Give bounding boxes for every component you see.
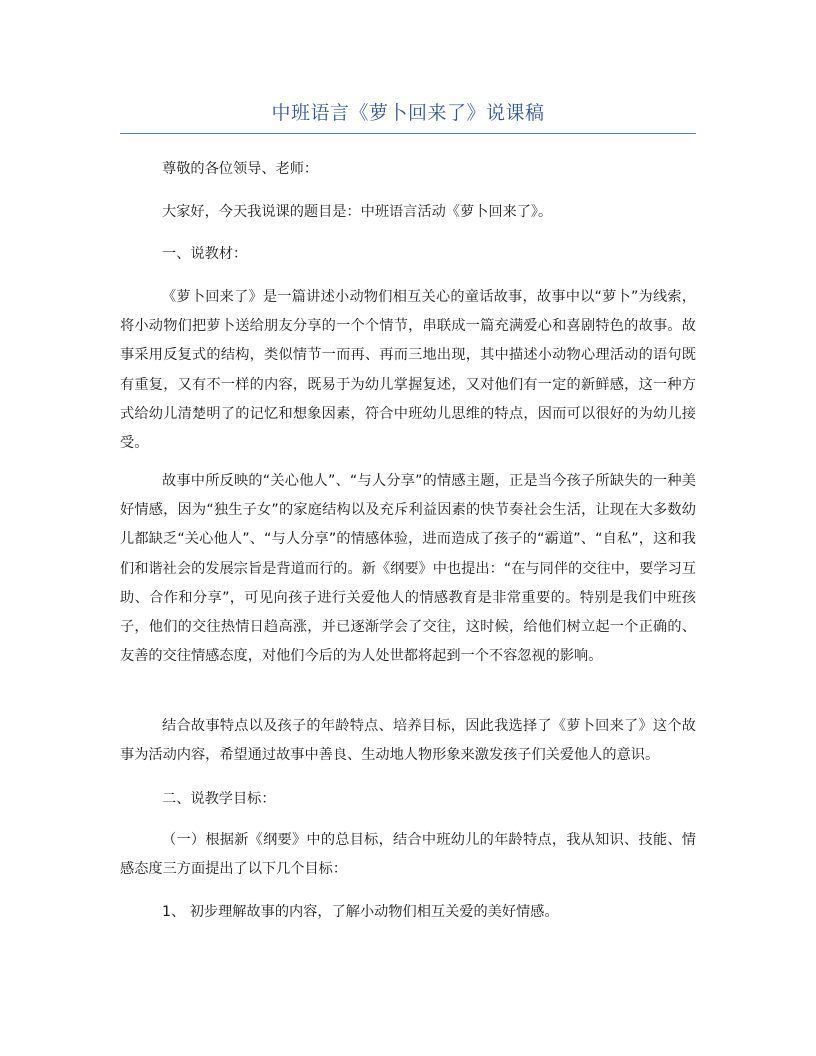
document-title: 中班语言《萝卜回来了》说课稿	[271, 102, 545, 124]
materials-paragraph-2: 故事中所反映的“关心他人”、“与人分享”的情感主题，正是当今孩子所缺失的一种美好情感，因为“独生子女”的家庭结构以及充斥利益因素的快节奏社会生活，让现在大多数幼儿都缺乏“关心他人”、“与人分享”的情感体验，进而造成了孩子的“霸道”、“自私”，这和我们和谐社会的发展宗旨是背道而行的。新《纲要》中也提出：“在与同伴的交往中，要学习互助、合作和分享”，可见向孩子进行关爱他人的情感教育是非常重要的。特别是我们中班孩子，他们的交往热情日趋高涨，并已逐渐学会了交往，这时候，给他们树立起一个正确的、友善的交往情感态度，对他们今后的为人处世都将起到一个不容忽视的影响。	[120, 473, 696, 665]
title-divider	[120, 133, 696, 134]
materials-paragraph-1: 《萝卜回来了》是一篇讲述小动物们相互关心的童话故事，故事中以“萝卜”为线索，将小动物们把萝卜送给朋友分享的一个个情节，串联成一篇充满爱心和喜剧特色的故事。故事采用反复式的结构，类似情节一而再、再而三地出现，其中描述小动物心理活动的语句既有重复，又有不一样的内容，既易于为幼儿掌握复述，又对他们有一定的新鲜感，这一种方式给幼儿清楚明了的记忆和想象因素，符合中班幼儿思维的特点，因而可以很好的为幼儿接受。	[120, 289, 696, 452]
objectives-paragraph: （一）根据新《纲要》中的总目标，结合中班幼儿的年龄特点，我从知识、技能、情感态度三方面提出了以下几个目标：	[120, 832, 696, 878]
section-heading-objectives: 二、说教学目标：	[162, 791, 276, 807]
intro-paragraph: 大家好，今天我说课的题目是：中班语言活动《萝卜回来了》。	[162, 204, 553, 220]
objective-item-1: 1、 初步理解故事的内容，了解小动物们相互关爱的美好情感。	[162, 904, 559, 920]
greeting-paragraph: 尊敬的各位领导、老师：	[162, 161, 319, 177]
materials-paragraph-3: 结合故事特点以及孩子的年龄特点、培养目标，因此我选择了《萝卜回来了》这个故事为活动内容，希望通过故事中善良、生动地人物形象来激发孩子们关爱他人的意识。	[120, 718, 696, 764]
section-heading-materials: 一、说教材：	[162, 246, 248, 262]
